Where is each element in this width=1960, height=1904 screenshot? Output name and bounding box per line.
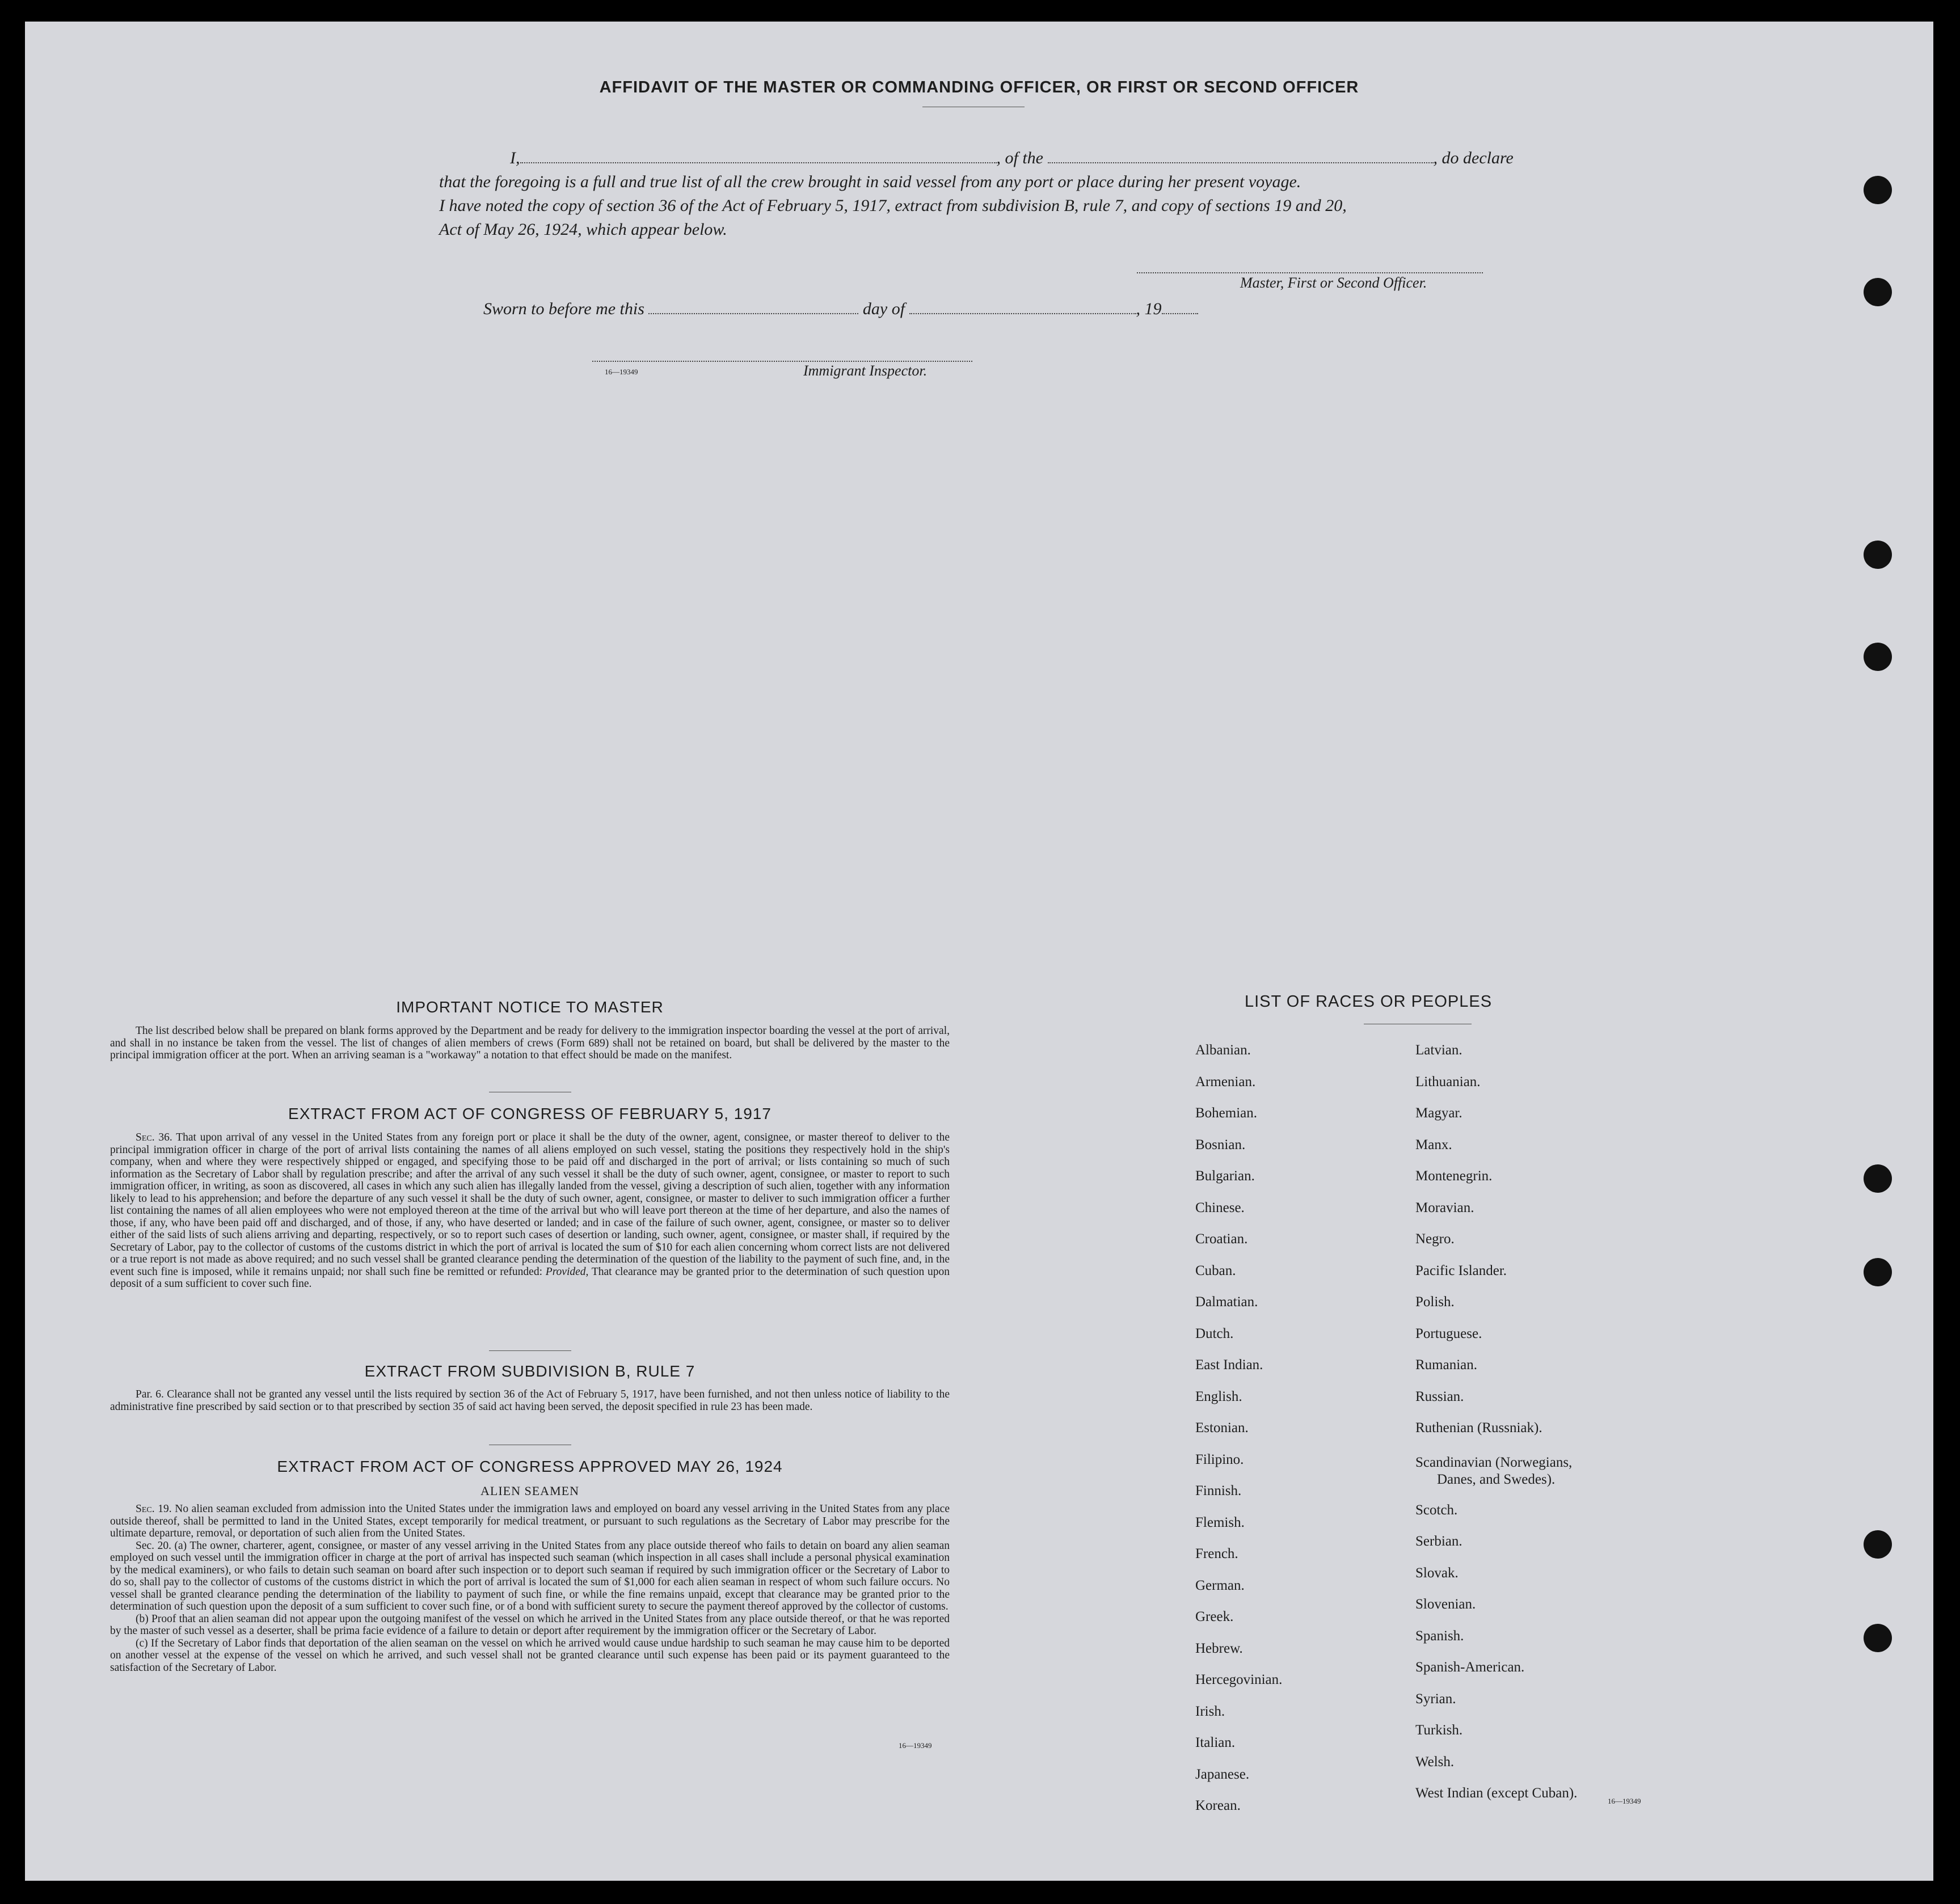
extract-1924-title: EXTRACT FROM ACT OF CONGRESS APPROVED MAY 26, 1924 [277, 1458, 783, 1475]
affidavit-line-2: that the foregoing is a full and true list of all the crew brought in said vessel from any port or place during her present voyage. [439, 172, 1301, 191]
punch-hole [1864, 1164, 1892, 1193]
race-item: Scandinavian (Norwegians, [1415, 1454, 1573, 1470]
sworn-year-field[interactable] [1162, 313, 1198, 314]
race-item: Moravian. [1415, 1200, 1474, 1215]
race-item: Chinese. [1195, 1200, 1245, 1215]
race-item: Slovak. [1415, 1565, 1459, 1581]
race-item: Serbian. [1415, 1534, 1462, 1550]
race-item: West Indian (except Cuban). [1415, 1785, 1578, 1801]
race-item: Portuguese. [1415, 1325, 1482, 1341]
race-item: Pacific Islander. [1415, 1263, 1507, 1278]
race-item: Irish. [1195, 1703, 1225, 1719]
race-item: Filipino. [1195, 1451, 1244, 1467]
race-item: East Indian. [1195, 1357, 1263, 1373]
day-of-text: day of [862, 299, 905, 318]
name-field[interactable] [520, 162, 997, 163]
race-item: Latvian. [1415, 1042, 1462, 1058]
race-item: English. [1195, 1388, 1242, 1404]
rule-7-text [110, 1388, 950, 1413]
sec-36-label: Sec. 36. [136, 1132, 172, 1143]
punch-hole [1864, 1530, 1892, 1559]
punch-hole [1864, 1624, 1892, 1652]
race-item: Scotch. [1415, 1502, 1458, 1518]
race-item: Greek. [1195, 1609, 1234, 1624]
sworn-month-field[interactable] [909, 313, 1136, 314]
punch-hole [1864, 176, 1892, 204]
affidavit-of-the: , of the [996, 149, 1043, 167]
punch-hole [1864, 278, 1892, 306]
races-title: LIST OF RACES OR PEOPLES [1245, 993, 1493, 1011]
race-item: Japanese. [1195, 1766, 1250, 1782]
vessel-field[interactable] [1048, 162, 1434, 163]
notice-title: IMPORTANT NOTICE TO MASTER [396, 998, 664, 1016]
race-item: Italian. [1195, 1735, 1236, 1750]
race-item: Korean. [1195, 1798, 1241, 1813]
year-prefix: , 19 [1136, 299, 1162, 318]
sec-19-label: Sec. 19. [136, 1503, 172, 1515]
form-number-top: 16—19349 [605, 368, 638, 376]
race-item: French. [1195, 1546, 1238, 1561]
sec-20b-paragraph: (b) Proof that an alien seaman did not appear upon the outgoing manifest of the vessel on which he arrived in the United States from any place outside thereof, or that he was reported by the master of such vessel as a deserter, shall be prima facie evidence of a failure to detain or deport after requirement by the immigration officer or the Secretary of Labor. [110, 1612, 950, 1637]
rule-7-paragraph: Par. 6. Clearance shall not be granted any vessel until the lists required by section 36 of the Act of February 5, 1917, have been furnished, and not then unless notice of liability to the administrative fine prescribed by said section or to that prescribed by section 35 of said act having been served, the deposit specified in rule 23 has been made. [110, 1388, 950, 1413]
extract-1924-text [110, 1503, 950, 1674]
proviso-label: Provided, [545, 1265, 589, 1278]
sworn-day-field[interactable] [648, 313, 858, 314]
race-item: Flemish. [1195, 1514, 1245, 1530]
race-item: Estonian. [1195, 1420, 1249, 1436]
sec-19-paragraph [110, 1503, 950, 1540]
race-item: Danes, and Swedes). [1437, 1471, 1556, 1487]
form-sheet [25, 22, 1933, 1881]
race-item: Bosnian. [1195, 1137, 1246, 1152]
race-item: Spanish-American. [1415, 1660, 1525, 1675]
race-item: Spanish. [1415, 1628, 1464, 1644]
race-item: German. [1195, 1577, 1245, 1593]
race-item: Turkish. [1415, 1723, 1463, 1738]
race-item: Croatian. [1195, 1231, 1248, 1247]
affidavit-i: I, [510, 149, 520, 167]
race-item: Manx. [1415, 1137, 1452, 1152]
race-item: Negro. [1415, 1231, 1455, 1247]
race-item: Magyar. [1415, 1105, 1462, 1121]
sec-20a-paragraph: Sec. 20. (a) The owner, charterer, agent, consignee, or master of any vessel arriving in the United States from any place outside thereof who fails to detain on board any alien seaman employed on such vessel until the immigration officer in charge at the port of arrival has inspected such seaman (which inspection in all cases shall include a personal physical examination by the medical examiners), or who fails to detain such seaman on board after such inspection or to deport such seaman if required by such immigration officer or the Secretary of Labor to do so, shall pay to the collector of customs of the customs district in which the port of arrival is located the sum of $1,000 for each alien seaman in respect of whom such failure occurs. No vessel shall be granted clearance pending the determination of the liability to payment of such fine, or while the fine remains unpaid, except that clearance may be granted prior to the determination of such question upon the deposit of a sum sufficient to cover such fine, or of a bond with sufficient surety to secure the payment thereof approved by the collector of customs. [110, 1539, 950, 1612]
affidavit-text [439, 146, 1534, 242]
affidavit-title: AFFIDAVIT OF THE MASTER OR COMMANDING OFFICER, OR FIRST OR SECOND OFFICER [599, 78, 1359, 96]
extract-1917-title: EXTRACT FROM ACT OF CONGRESS OF FEBRUARY 5, 1917 [288, 1105, 772, 1122]
sec-36-paragraph [110, 1132, 950, 1290]
affidavit-line-3: I have noted the copy of section 36 of the Act of February 5, 1917, extract from subdivision B, rule 7, and copy of sections 19 and 20, [439, 196, 1347, 215]
race-item: Montenegrin. [1415, 1168, 1493, 1184]
inspector-label: Immigrant Inspector. [803, 362, 928, 379]
punch-hole [1864, 1258, 1892, 1286]
race-item: Hebrew. [1195, 1640, 1243, 1656]
sworn-line [483, 299, 1198, 319]
race-item: Polish. [1415, 1294, 1455, 1310]
affidavit-declare: , do declare [1433, 149, 1514, 167]
affidavit-line-1 [439, 146, 1534, 170]
divider-2 [489, 1350, 571, 1351]
sec-36-text: That upon arrival of any vessel in the United States from any foreign port or place it shall be the duty of the owner, agent, consignee, or master thereof to deliver to the principal immigration officer in charge of the port of arrival lists containing the names of all aliens employed on such vessel, stating the positions they respectively hold in the ship's company, when and where they were respectively shipped or engaged, and specifying those to be paid off and discharged in the port of arrival; or lists containing so much of such information as the Secretary of Labor shall by regulation prescribe; and after the arrival of any such vessel it shall be the duty of such owner, agent, consignee, or master to report to such immigration officer, in writing, as soon as discovered, all cases in which any such alien has illegally landed from the vessel, giving a description of such alien, together with any information likely to lead to his apprehension; and before the departure of any such vessel it shall be the duty of such owner, agent, consignee, or master to deliver to such immigration officer a further list containing the names of all alien employees who were not employed thereon at the time of the arrival but who will leave port thereon at the time of her departure, and also the names of those, if any, who have been paid off and discharged, and of those, if any, who have deserted or landed; and in case of the failure of such owner, agent, consignee, or master so to deliver either of the said lists of such aliens arriving and departing, respectively, or so to report such cases of desertion or landing, such owner, agent, consignee, or master shall, if required by the Secretary of Labor, pay to the collector of customs of the customs district in which the port of arrival is located the sum of $10 for each alien concerning whom correct lists are not delivered or a true report is not made as above required; and no such vessel shall be granted clearance pending the determination of the question of the liability to the payment of such fine, and, in the event such fine is imposed, while it remains unpaid; nor shall such fine be remitted or refunded: [110, 1132, 950, 1278]
sec-20c-paragraph: (c) If the Secretary of Labor finds that deportation of the alien seaman on the vessel on which he arrived would cause undue hardship to such seaman he may cause him to be deported on another vessel at the expense of the vessel on which he arrived, and such vessel shall not be granted clearance until such expense has been paid or its payment guaranteed to the satisfaction of the Secretary of Labor. [110, 1637, 950, 1674]
punch-hole [1864, 643, 1892, 671]
race-item: Finnish. [1195, 1483, 1242, 1498]
race-item: Albanian. [1195, 1042, 1251, 1058]
race-item: Bulgarian. [1195, 1168, 1255, 1184]
race-item: Slovenian. [1415, 1597, 1476, 1612]
race-item: Cuban. [1195, 1263, 1236, 1278]
race-item: Russian. [1415, 1388, 1464, 1404]
notice-paragraph: The list described below shall be prepared on blank forms approved by the Department and be ready for delivery to the immigration inspector boarding the vessel at the port of arrival, and shall in no instance be taken from the vessel. The list of changes of alien members of crews (Form 689) shall not be retained on board, but shall be delivered by the master to the principal immigration officer at the port. When an arriving seaman is a "workaway" a notation to that effect should be made on the manifest. [110, 1025, 950, 1061]
race-item: Rumanian. [1415, 1357, 1478, 1373]
sworn-text: Sworn to before me this [483, 299, 644, 318]
master-signature-line[interactable] [1137, 272, 1483, 273]
proviso-text: That clearance may be granted prior to the determination of such question upon deposit of a sum sufficient to cover such fine. [110, 1265, 950, 1290]
master-label: Master, First or Second Officer. [1240, 275, 1427, 291]
race-item: Welsh. [1415, 1754, 1455, 1770]
race-item: Lithuanian. [1415, 1074, 1481, 1090]
form-number-left: 16—19349 [899, 1741, 932, 1750]
race-item: Dutch. [1195, 1325, 1234, 1341]
inspector-signature-line[interactable] [592, 361, 972, 362]
race-item: Ruthenian (Russniak). [1415, 1420, 1542, 1436]
alien-seamen-subtitle: ALIEN SEAMEN [480, 1484, 579, 1498]
rule-7-title: EXTRACT FROM SUBDIVISION B, RULE 7 [364, 1362, 696, 1380]
race-item: Hercegovinian. [1195, 1672, 1283, 1687]
race-item: Bohemian. [1195, 1105, 1258, 1121]
sec-19-text: No alien seaman excluded from admission into the United States under the immigration laws and employed on board any vessel arriving in the United States from any place outside thereof, shall be permitted to land in the United States, except temporarily for medical treatment, or pursuant to such regulations as the Secretary of Labor may prescribe for the ultimate departure, removal, or deportation of such alien from the United States. [110, 1503, 950, 1539]
race-item: Dalmatian. [1195, 1294, 1258, 1310]
affidavit-line-4: Act of May 26, 1924, which appear below. [439, 220, 727, 239]
race-item: Syrian. [1415, 1691, 1456, 1707]
race-item: Armenian. [1195, 1074, 1256, 1090]
punch-hole [1864, 541, 1892, 569]
notice-text [110, 1025, 950, 1062]
form-number-right: 16—19349 [1608, 1797, 1641, 1805]
extract-1917-text [110, 1132, 950, 1290]
